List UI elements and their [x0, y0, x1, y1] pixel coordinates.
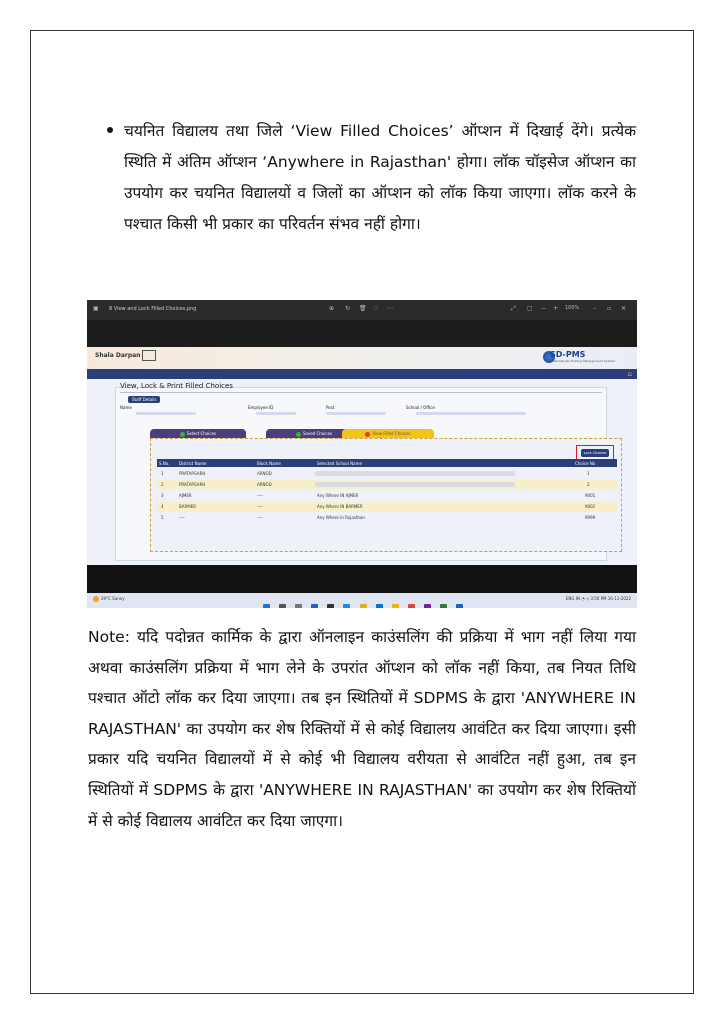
bullet-icon [107, 127, 113, 133]
check-icon [296, 432, 301, 437]
redacted-name [136, 412, 196, 415]
app-icon[interactable] [327, 604, 334, 608]
viewer-margin-top [87, 320, 637, 347]
sun-icon [93, 596, 99, 602]
redacted-school-name [315, 471, 515, 476]
image-viewer-titlebar [87, 300, 637, 320]
note-paragraph: Note: यदि पदोन्नत कार्मिक के द्वारा ऑनलाइन काउंसलिंग की प्रक्रिया में भाग नहीं लिया गया अथवा काउंसलिंग प्रक्रिया में भाग लेने के उपरांत ऑप्शन को लॉक नहीं किया, तब नियत तिथि पश्चात ऑटो लॉक कर दिया जाएगा। तब इन स्थितियों में SDPMS के द्वारा 'ANYWHERE IN RAJASTHAN' का उपयोग कर शेष रिक्तियों में से कोई विद्यालय आवंटित कर दिया जाएगा। इसी प्रकार यदि चयनित विद्यालयों में से कोई भी विद्यालय वरीयता से आवंटित नहीं हुआ, तब इन स्थितियों में SDPMS के द्वारा 'ANYWHERE IN RAJASTHAN' का उपयोग कर शेष रिक्तियों में से कोई विद्यालय आवंटित कर दिया जाएगा। [88, 628, 636, 830]
wifi-icon[interactable]: ◔ [581, 596, 585, 601]
close-icon[interactable]: ✕ [621, 305, 627, 312]
table-row: 1 PRATAPGARH ARNOD 1 [157, 469, 617, 479]
folder-icon[interactable] [392, 604, 399, 608]
name-label: Name [120, 405, 132, 410]
maximize-icon[interactable]: ▫ [607, 305, 612, 312]
windows-taskbar [87, 593, 637, 608]
employee-id-label: Employee ID [248, 405, 274, 410]
tab-saved-choices[interactable]: Saved Choices [266, 429, 362, 438]
mail-icon[interactable] [376, 604, 383, 608]
system-tray [566, 596, 631, 601]
rotate-icon[interactable]: ↻ [345, 305, 351, 312]
search-icon[interactable] [279, 604, 286, 608]
delete-icon[interactable]: 🗑 [359, 305, 367, 312]
check-icon [180, 432, 185, 437]
fit-icon[interactable]: ▢ [527, 305, 533, 312]
word-icon[interactable] [456, 604, 463, 608]
zoom-icon[interactable]: ⊕ [329, 305, 335, 312]
volume-icon[interactable]: ◁ [585, 596, 590, 601]
zoom-level: 100% [565, 305, 580, 311]
panel-title: View, Lock & Print Filled Choices [120, 382, 233, 390]
cross-icon [365, 432, 370, 437]
nav-bar [87, 369, 637, 379]
app-icon[interactable] [424, 604, 431, 608]
tab-select-choices[interactable]: Select Choices [150, 429, 246, 438]
taskbar-apps [263, 596, 467, 608]
school-building-icon [142, 350, 156, 361]
tray-time[interactable]: 3:56 PM [590, 596, 607, 601]
tray-language[interactable]: ENG IN [565, 596, 580, 601]
home-icon[interactable]: ⌂ [627, 370, 632, 378]
divider [120, 392, 602, 393]
edge-icon[interactable] [343, 604, 350, 608]
tab-view-filled-choices[interactable]: View Filled Choices [342, 429, 434, 438]
sdpms-logo: SD-PMS Shala Darpan Posting Management System [549, 350, 615, 363]
shala-darpan-logo: Shala Darpan [95, 350, 156, 361]
redacted-employee-id [256, 412, 296, 415]
choices-table-area [150, 438, 622, 552]
expand-icon[interactable]: ⤢ [511, 305, 516, 312]
favorite-icon[interactable]: ♡ [373, 305, 379, 312]
chrome-icon[interactable] [408, 604, 415, 608]
viewer-margin-bottom [87, 565, 637, 593]
chat-icon[interactable] [311, 604, 318, 608]
table-row: 3 AJMER ---- Any Where IN AJMER 9001 [157, 491, 617, 501]
redacted-school-name [315, 482, 515, 487]
table-row: 5 ---- ---- Any Where in Rajasthan 9999 [157, 513, 617, 523]
embedded-screenshot [87, 300, 637, 608]
excel-icon[interactable] [440, 604, 447, 608]
zoom-out-icon[interactable]: − [541, 305, 547, 312]
file-explorer-icon[interactable] [360, 604, 367, 608]
filled-choices-panel [115, 382, 607, 561]
redacted-school [416, 412, 526, 415]
site-header [87, 347, 637, 369]
sdpms-webpage [87, 347, 637, 565]
post-label: Post [326, 405, 335, 410]
redacted-post [326, 412, 386, 415]
viewer-title: 8 View and Lock Filled Choices.png [109, 306, 197, 312]
bullet-paragraph: चयनित विद्यालय तथा जिले ‘View Filled Choices’ ऑप्शन में दिखाई देंगे। प्रत्येक स्थिति में अंतिम ऑप्शन ‘Anywhere in Rajasthan' होगा। लॉक चॉइसेज ऑप्शन का उपयोग कर चयनित विद्यालयों व जिलों का ऑप्शन को लॉक किया जाएगा। लॉक करने के पश्चात किसी भी प्रकार का परिवर्तन संभव नहीं होगा। [124, 122, 636, 233]
viewer-app-icon: ▣ [93, 305, 99, 312]
school-office-label: School / Office [406, 405, 435, 410]
weather-widget[interactable]: 29°C Sunny [93, 596, 125, 602]
table-row: 2 PRATAPGARH ARNOD 2 [157, 480, 617, 490]
lock-choices-button[interactable]: Lock Choices [581, 449, 609, 457]
start-icon[interactable] [263, 604, 270, 608]
zoom-in-icon[interactable]: + [553, 305, 559, 312]
table-row: 4 BARMER ---- Any Where IN BARMER 9002 [157, 502, 617, 512]
table-header: S.No. District Name Block Name Selected School Name Choice No [157, 459, 617, 467]
tray-date[interactable]: 16-11-2022 [607, 596, 631, 601]
minimize-icon[interactable]: – [593, 305, 596, 312]
staff-details-tag: Staff Details [128, 396, 160, 403]
more-icon[interactable]: ⋯ [387, 305, 393, 312]
task-view-icon[interactable] [295, 604, 302, 608]
